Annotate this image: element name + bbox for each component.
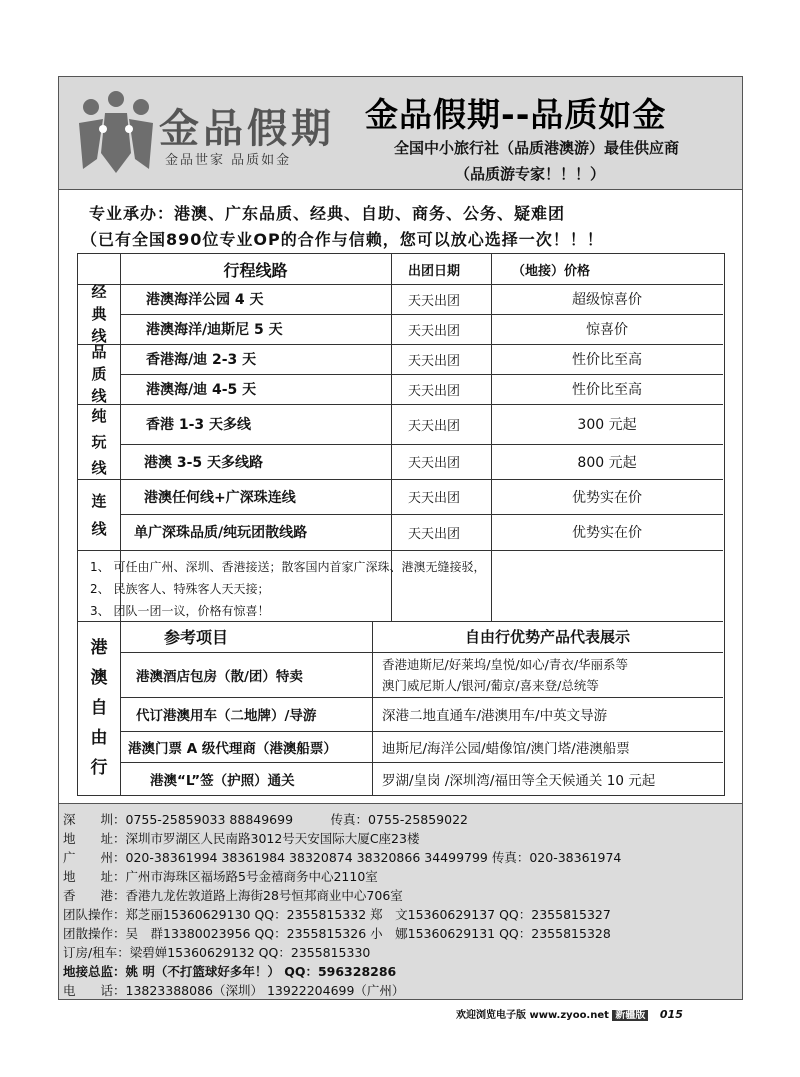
page-number: 015: [659, 1008, 683, 1021]
route-date: 天天出团: [408, 526, 461, 542]
route-name: 港澳海洋公园 4 天: [146, 292, 264, 308]
route-name: 港澳海洋/迪斯尼 5 天: [146, 322, 283, 338]
route-price: 800 元起: [577, 454, 637, 471]
route-price: 性价比至高: [572, 382, 642, 398]
route-name: 港澳 3-5 天多线路: [144, 454, 264, 471]
edition-badge: 新疆版: [612, 1010, 648, 1021]
contact-hongkong-address: 香 港：香港九龙佐敦道路上海街28号恒邦商业中心706室: [63, 888, 403, 903]
category-classic: 经典线: [91, 283, 107, 345]
contact-telephone: 电 话：13823388086（深圳） 13922204699（广州）: [63, 983, 405, 998]
note-item: 1、 可任由广州、深圳、香港接送；散客国内首家广深珠、港澳无缝接驳，: [90, 560, 486, 574]
route-price: 惊喜价: [586, 322, 628, 338]
contact-booking: 订房/租车：梁碧婵15360629132 QQ：2355815330: [63, 945, 371, 960]
route-name: 香港海/迪 2-3 天: [146, 352, 257, 368]
category-quality: 品质线: [91, 343, 107, 405]
route-table: [77, 253, 725, 796]
route-price: 超级惊喜价: [572, 292, 642, 308]
route-price: 性价比至高: [572, 352, 642, 368]
contact-individual-ops: 团散操作：吴 群13380023956 QQ：2355815326 小 娜15360629131 QQ：2355815328: [63, 926, 611, 941]
route-name: 单广深珠品质/纯玩团散线路: [134, 525, 308, 541]
logo-people-icon: [75, 89, 157, 175]
service-detail: 深港二地直通车/港澳用车/中英文导游: [382, 708, 608, 724]
contact-section: [59, 803, 742, 1000]
service-item: 港澳“L”签（护照）通关: [150, 772, 295, 789]
service-detail: 罗湖/皇岗 /深圳湾/福田等全天候通关 10 元起: [382, 772, 656, 789]
route-name: 港澳任何线+广深珠连线: [144, 489, 296, 506]
service-detail: 澳门威尼斯人/银河/葡京/喜来登/总统等: [382, 678, 599, 693]
header-banner: [59, 77, 742, 190]
intro-services: 专业承办：港澳、广东品质、经典、自助、商务、公务、疑难团: [89, 204, 566, 223]
note-item: 2、 民族客人、特殊客人天天接；: [90, 582, 270, 596]
route-price: 优势实在价: [572, 525, 642, 541]
service-item: 港澳门票 A 级代理商（港澳船票）: [128, 740, 337, 757]
footer-website-text: 欢迎浏览电子版 www.zyoo.net: [456, 1010, 609, 1021]
footer: [456, 1006, 683, 1021]
route-date: 天天出团: [408, 323, 461, 339]
route-price: 300 元起: [577, 417, 637, 433]
header-reference-items: 参考项目: [164, 628, 229, 647]
subtitle-supplier: 全国中小旅行社（品质港澳游）最佳供应商: [394, 139, 680, 157]
route-date: 天天出团: [408, 456, 461, 471]
headline: 金品假期--品质如金: [365, 95, 667, 134]
header-route: 行程线路: [223, 260, 288, 280]
header-free-travel-products: 自由行优势产品代表展示: [464, 628, 630, 646]
route-date: 天天出团: [408, 293, 461, 309]
category-pure: 纯玩线: [91, 406, 107, 477]
service-item: 港澳酒店包房（散/团）特卖: [136, 668, 303, 685]
contact-shenzhen-address: 地 址：深圳市罗湖区人民南路3012号天安国际大厦C座23楼: [63, 831, 420, 846]
header-price: （地接）价格: [512, 263, 591, 279]
contact-guangzhou-address: 地 址：广州市海珠区福场路5号金禧商务中心2110室: [63, 869, 378, 884]
contact-shenzhen-phone: 深 圳：0755-25859033 88849699 传真：0755-25859022: [63, 812, 468, 827]
service-detail: 香港迪斯尼/好莱坞/皇悦/如心/青衣/华丽系等: [382, 657, 629, 672]
route-date: 天天出团: [408, 353, 461, 369]
contact-guangzhou-phone: 广 州：020-38361994 38361984 38320874 38320866 34499799 传真：020-38361974: [63, 850, 622, 865]
intro-trust: （已有全国890位专业OP的合作与信赖，您可以放心选择一次！！！: [81, 230, 604, 249]
category-combo: 连线: [91, 491, 107, 538]
route-price: 优势实在价: [572, 489, 642, 506]
subtitle-expert: （品质游专家！！！）: [455, 165, 606, 183]
brand-tagline: 金品世家 品质如金: [165, 153, 292, 168]
service-item: 代订港澳用车（二地牌）/导游: [136, 708, 317, 724]
route-name: 香港 1-3 天多线: [146, 417, 252, 433]
contact-director: 地接总监：姚 明（不打篮球好多年！） QQ：596328286: [63, 964, 397, 979]
route-name: 港澳海/迪 4-5 天: [146, 382, 257, 398]
route-date: 天天出团: [408, 418, 461, 434]
contact-group-ops: 团队操作：郑芝丽15360629130 QQ：2355815332 郑 文15360629137 QQ：2355815327: [63, 907, 611, 922]
page: [58, 76, 743, 1000]
note-item: 3、 团队一团一议，价格有惊喜！: [90, 604, 270, 618]
category-free-travel: 港澳自由行: [90, 638, 108, 778]
header-date: 出团日期: [408, 263, 461, 279]
route-date: 天天出团: [408, 383, 461, 399]
service-detail: 迪斯尼/海洋公园/蜡像馆/澳门塔/港澳船票: [382, 740, 630, 757]
brand-name: 金品假期: [159, 105, 335, 152]
route-date: 天天出团: [408, 491, 461, 506]
